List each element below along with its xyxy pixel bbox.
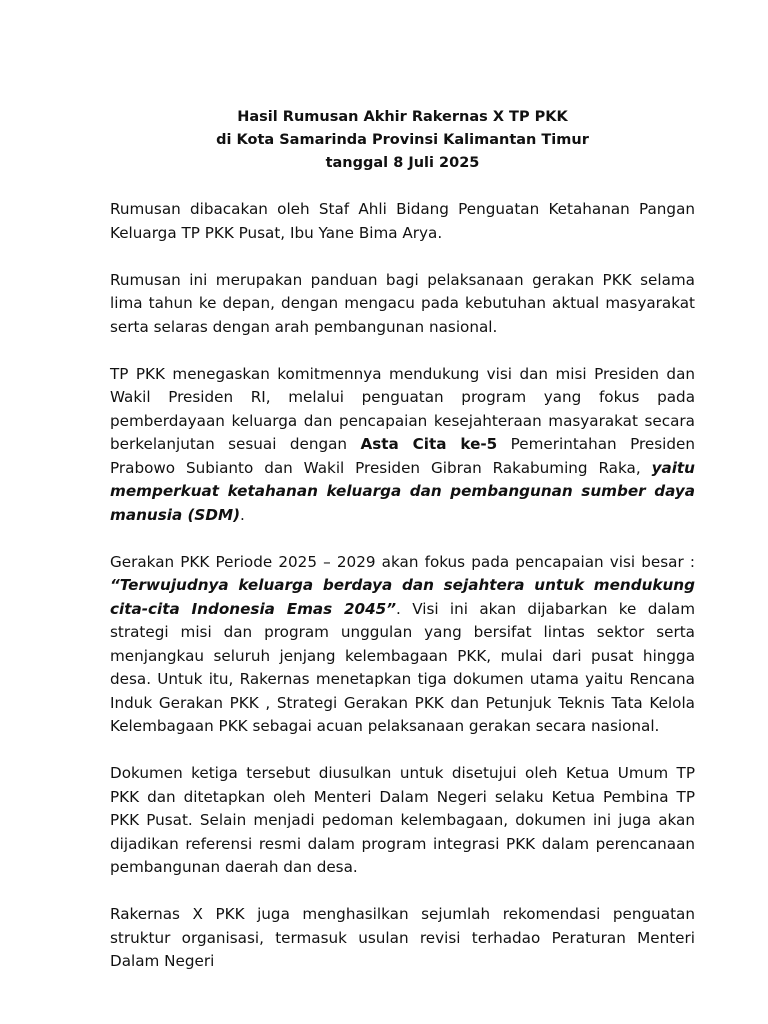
paragraph-3-text-a: TP PKK menegaskan komitmennya mendukung visi dan misi Presiden dan Wakil Presiden RI, melalui penguatan program yang fokus pada pemberdayaan keluarga dan pencapaian kesejahteraan masyarakat secara berkelanjutan sesuai dengan (110, 364, 695, 453)
paragraph-1: Rumusan dibacakan oleh Staf Ahli Bidang Penguatan Ketahanan Pangan Keluarga TP PKK Pusat, Ibu Yane Bima Arya. (110, 200, 695, 242)
paragraph-4-text-b: . Visi ini akan dijabarkan ke dalam strategi misi dan program unggulan yang bersifat lintas sektor serta menjangkau seluruh jenjang kelembagaan PKK, mulai dari pusat hingga desa. Untuk itu, Rakernas menetapkan tiga dokumen utama yaitu Rencana Induk Gerakan PKK , Strategi Gerakan PKK dan Petunjuk Teknis Tata Kelola Kelembagaan PKK sebagai acuan pelaksanaan gerakan secara nasional. (110, 599, 695, 735)
heading-line-2: di Kota Samarinda Provinsi Kalimantan Timur (216, 132, 589, 148)
document-body (110, 198, 695, 974)
vision-quote: “Terwujudnya keluarga berdaya dan sejahtera untuk mendukung cita-cita Indonesia Emas 2045” (110, 576, 695, 618)
paragraph-4 (110, 551, 695, 739)
paragraph-4-text-a: Gerakan PKK Periode 2025 – 2029 akan fokus pada pencapaian visi besar : (110, 552, 695, 571)
paragraph-3-text-b: Pemerintahan Presiden Prabowo Subianto dan Wakil Presiden Gibran Rakabuming Raka, (110, 435, 695, 477)
document-heading (110, 106, 695, 175)
asta-cita-emphasis: Asta Cita ke-5 (360, 435, 498, 453)
paragraph-5: Dokumen ketiga tersebut diusulkan untuk disetujui oleh Ketua Umum TP PKK dan ditetapkan oleh Menteri Dalam Negeri selaku Ketua Pembina TP PKK Pusat. Selain menjadi pedoman kelembagaan, dokumen ini juga akan dijadikan referensi resmi dalam program integrasi PKK dalam perencanaan pembangunan daerah dan desa. (110, 764, 695, 876)
sdm-emphasis: yaitu memperkuat ketahanan keluarga dan pembangunan sumber daya manusia (SDM) (110, 458, 695, 524)
paragraph-2: Rumusan ini merupakan panduan bagi pelaksanaan gerakan PKK selama lima tahun ke depan, dengan mengacu pada kebutuhan aktual masyarakat serta selaras dengan arah pembangunan nasional. (110, 270, 695, 336)
heading-line-3: tanggal 8 Juli 2025 (325, 155, 480, 171)
heading-line-1: Hasil Rumusan Akhir Rakernas X TP PKK (237, 109, 568, 125)
paragraph-3 (110, 363, 695, 528)
paragraph-6: Rakernas X PKK juga menghasilkan sejumlah rekomendasi penguatan struktur organisasi, termasuk usulan revisi terhadao Peraturan Menteri Dalam Negeri (110, 905, 695, 970)
paragraph-3-text-c: . (240, 505, 245, 524)
